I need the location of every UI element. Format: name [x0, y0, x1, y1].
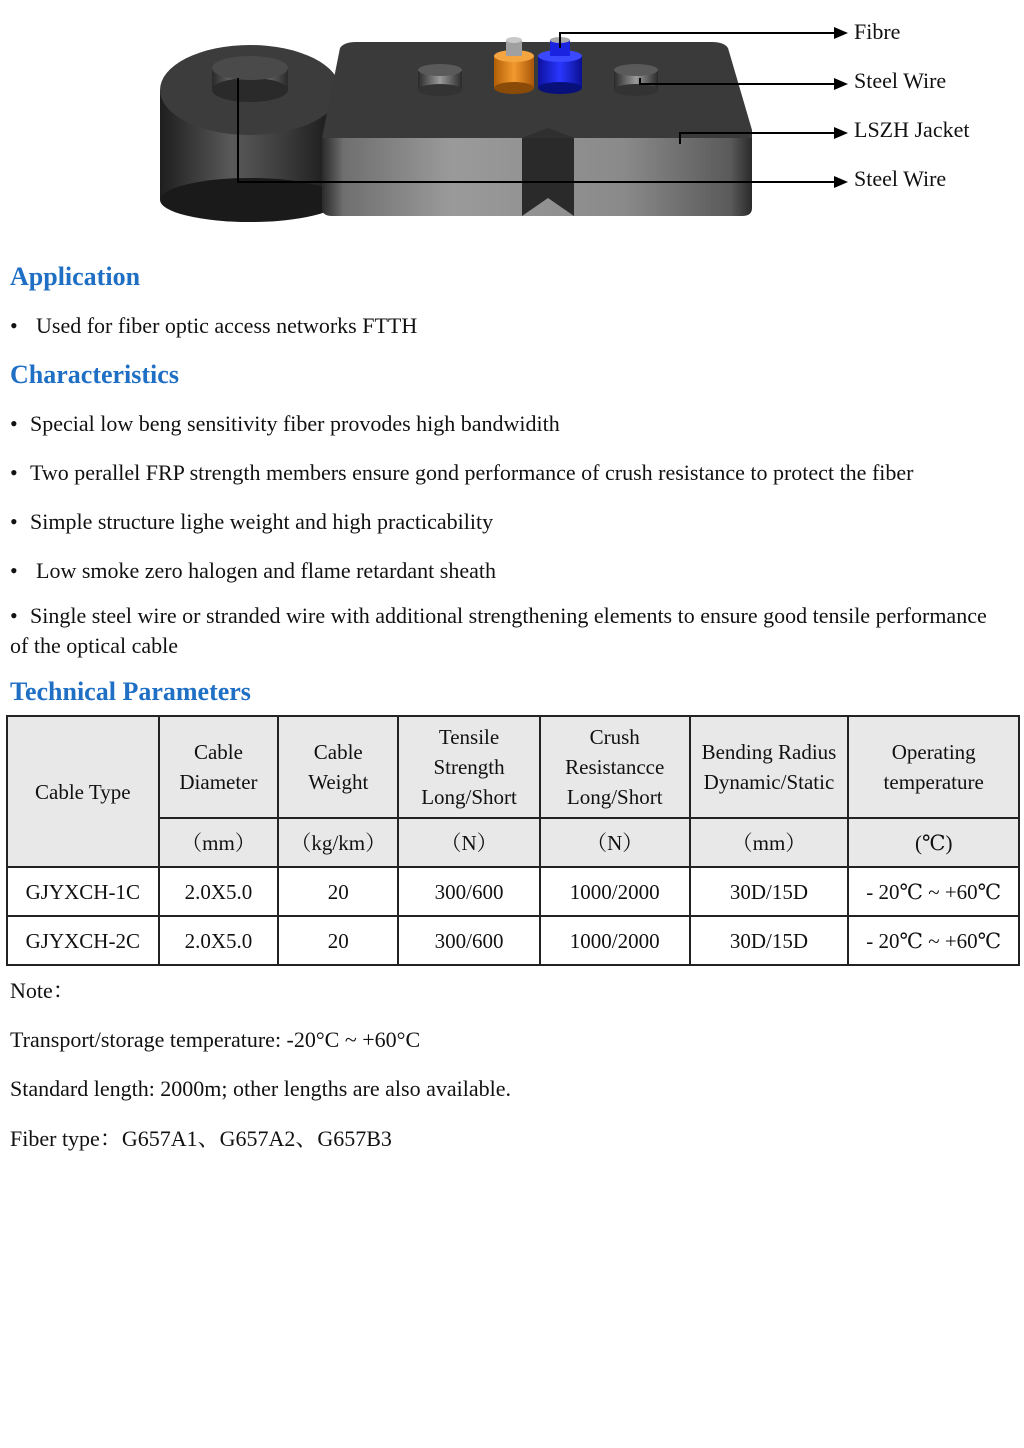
table-cell: 2.0X5.0: [159, 867, 279, 916]
table-cell: 1000/2000: [540, 867, 690, 916]
note-standard-length: Standard length: 2000m; other lengths are also available.: [10, 1076, 511, 1101]
bullet-icon: •: [10, 411, 18, 436]
steel-wire-pin-left: [418, 64, 462, 96]
note-fiber-type: Fiber type：G657A1、G657A2、G657B3: [10, 1126, 392, 1151]
unit-cell: （mm）: [159, 818, 279, 867]
note-transport-temperature: Transport/storage temperature: -20°C ~ +60°C: [10, 1027, 421, 1052]
bullet-icon: •: [10, 603, 18, 628]
table-row: [7, 867, 1019, 916]
characteristics-item: • Simple structure lighe weight and high practicability: [10, 507, 493, 537]
unit-cell: （N）: [540, 818, 690, 867]
header-cell: Cable Type: [7, 716, 159, 867]
header-cell: Bending Radius Dynamic/Static: [690, 716, 849, 818]
bullet-icon: •: [10, 460, 18, 485]
application-heading: Application: [10, 262, 141, 291]
table-cell: 30D/15D: [690, 867, 849, 916]
bullet-icon: •: [10, 558, 18, 583]
callout-steel-wire-top: Steel Wire: [854, 68, 947, 93]
unit-cell: (℃): [848, 818, 1019, 867]
callout-lszh-jacket: LSZH Jacket: [854, 117, 970, 142]
characteristics-item: • Two perallel FRP strength members ensure gond performance of crush resistance to protect the fiber: [10, 458, 913, 488]
messenger-wire-housing: [160, 45, 340, 222]
characteristics-item: • Low smoke zero halogen and flame retardant sheath: [10, 556, 496, 586]
table-cell: 300/600: [398, 916, 540, 965]
unit-cell: （mm）: [690, 818, 849, 867]
header-cell: Crush Resistancce Long/Short: [540, 716, 690, 818]
unit-cell: （kg/km）: [278, 818, 398, 867]
callout-arrowheads: [834, 27, 848, 188]
unit-cell: （N）: [398, 818, 540, 867]
steel-wire-pin-right: [614, 64, 658, 96]
callout-steel-wire-messenger: Steel Wire: [854, 166, 947, 191]
characteristics-item: • Special low beng sensitivity fiber provodes high bandwidith: [10, 409, 560, 439]
table-cell: - 20℃ ~ +60℃: [848, 916, 1019, 965]
note-title: Note：: [10, 978, 75, 1003]
table-cell: 2.0X5.0: [159, 916, 279, 965]
table-cell: 20: [278, 867, 398, 916]
table-cell: 20: [278, 916, 398, 965]
header-cell: Cable Weight: [278, 716, 398, 818]
characteristics-heading: Characteristics: [10, 360, 179, 389]
table-cell: 30D/15D: [690, 916, 849, 965]
application-item: • Used for fiber optic access networks FTTH: [10, 311, 417, 341]
bullet-icon: •: [10, 509, 18, 534]
table-units-row: [7, 818, 1019, 867]
bullet-icon: •: [10, 313, 18, 338]
table-cell: GJYXCH-2C: [7, 916, 159, 965]
technical-parameters-heading: Technical Parameters: [10, 677, 251, 706]
table-cell: - 20℃ ~ +60℃: [848, 867, 1019, 916]
table-header-row: [7, 716, 1019, 818]
header-cell: Cable Diameter: [159, 716, 279, 818]
header-cell: Operating temperature: [848, 716, 1019, 818]
table-cell: 1000/2000: [540, 916, 690, 965]
lszh-jacket-body: [322, 42, 752, 216]
characteristics-item: • Single steel wire or stranded wire with additional strengthening elements to ensure good tensile performance of the optical cable: [10, 603, 987, 658]
header-cell: Tensile Strength Long/Short: [398, 716, 540, 818]
technical-parameters-table: [6, 715, 1020, 966]
callout-fibre: Fibre: [854, 19, 901, 44]
table-cell: 300/600: [398, 867, 540, 916]
table-row: [7, 916, 1019, 965]
table-cell: GJYXCH-1C: [7, 867, 159, 916]
